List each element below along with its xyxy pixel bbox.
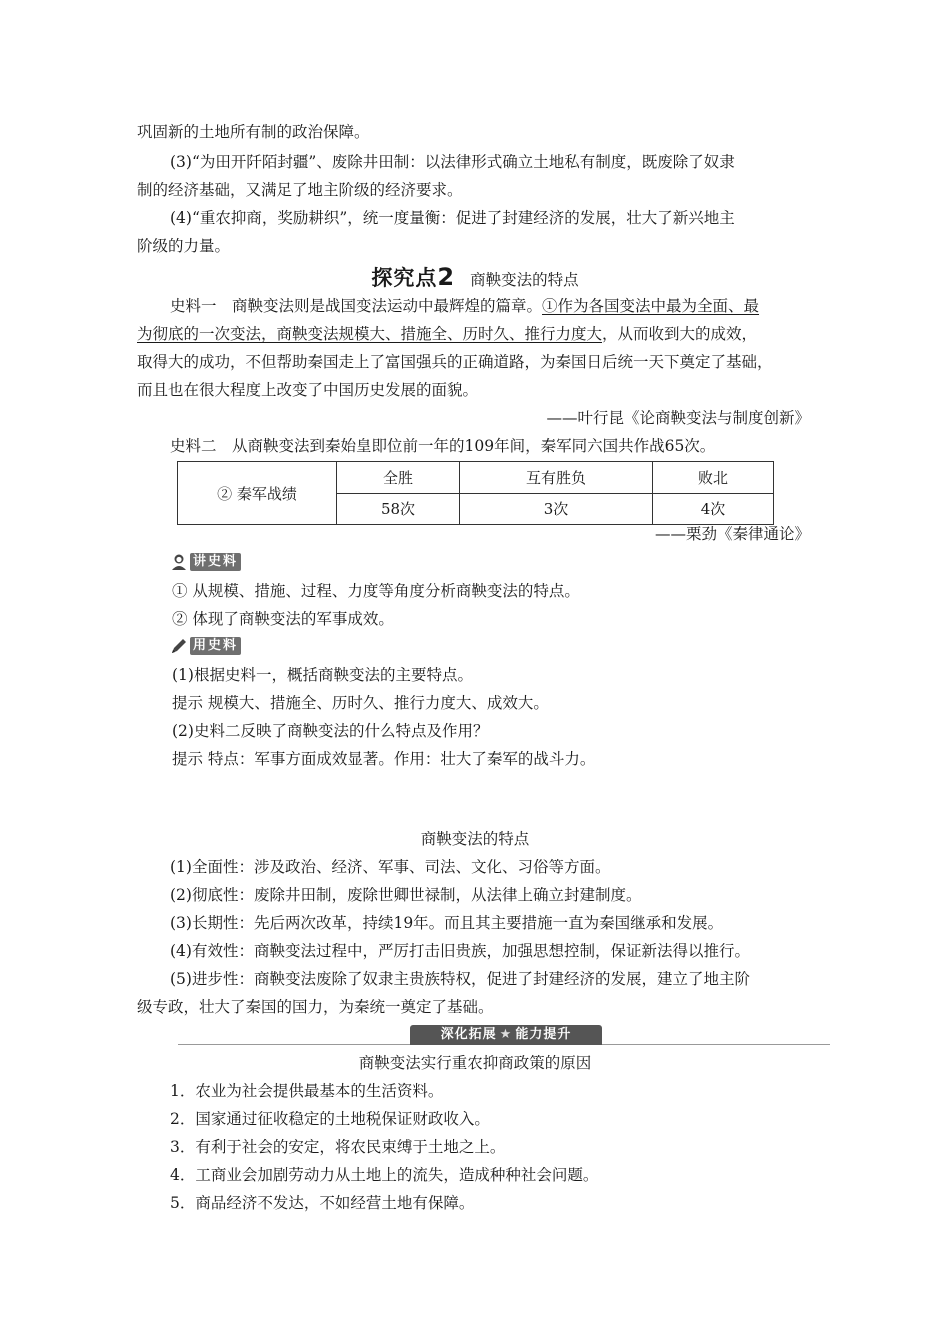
table-row-label: ② 秦军战绩 [178, 462, 337, 525]
explain-badge [170, 553, 241, 571]
summary-item-5: (5)进步性：商鞅变法废除了奴隶主贵族特权，促进了封建经济的发展，建立了地主阶 [170, 970, 750, 988]
explain-badge-label: 讲史料 [190, 553, 241, 571]
use-badge-label: 用史料 [190, 637, 241, 655]
explain-item-1: ① 从规模、措施、过程、力度等角度分析商鞅变法的特点。 [172, 582, 580, 600]
source1-citation: ——叶行昆《论商鞅变法与制度创新》 [546, 409, 810, 427]
table-header-win: 全胜 [337, 462, 460, 494]
use-question-1: (1)根据史料一，概括商鞅变法的主要特点。 [172, 666, 473, 684]
use-answer-2: 提示 特点：军事方面成效显著。作用：壮大了秦军的战斗力。 [172, 750, 596, 768]
extension-item-4: 4．工商业会加剧劳动力从土地上的流失，造成种种社会问题。 [170, 1166, 599, 1184]
extension-item-3: 3．有利于社会的安定，将农民束缚于土地之上。 [170, 1138, 506, 1156]
banner-box: 深化拓展 ★ 能力提升 [410, 1025, 602, 1045]
use-badge [170, 637, 241, 655]
use-answer-1: 提示 规模大、措施全、历时久、推行力度大、成效大。 [172, 694, 549, 712]
source1-line3: 取得大的成功，不但帮助秦国走上了富国强兵的正确道路，为秦国日后统一天下奠定了基础， [137, 353, 773, 371]
intro-line: 巩固新的土地所有制的政治保障。 [137, 123, 370, 141]
summary-title: 商鞅变法的特点 [420, 830, 530, 848]
source1-line4: 而且也在很大程度上改变了中国历史发展的面貌。 [137, 381, 479, 399]
section-heading-main: 探究点2 [371, 263, 456, 291]
source2-citation: ——栗劲《秦律通论》 [654, 525, 810, 543]
source2-text: 史料二 从商鞅变法到秦始皇即位前一年的109年间，秦军同六国共作战65次。 [170, 437, 716, 455]
table-value-mixed: 3次 [460, 493, 653, 525]
use-question-2: (2)史料二反映了商鞅变法的什么特点及作用？ [172, 722, 489, 740]
extension-item-5: 5．商品经济不发达，不如经营土地有保障。 [170, 1194, 475, 1212]
intro-point-3-cont: 制的经济基础，又满足了地主阶级的经济要求。 [137, 181, 463, 199]
summary-item-5-cont: 级专政，壮大了秦国的国力，为秦统一奠定了基础。 [137, 998, 494, 1016]
pen-icon [170, 637, 188, 655]
intro-point-3: (3)“为田开阡陌封疆”、废除井田制：以法律形式确立土地私有制度，既废除了奴隶 [170, 153, 735, 171]
teacher-icon [170, 553, 188, 571]
summary-item-1: (1)全面性：涉及政治、经济、军事、司法、文化、习俗等方面。 [170, 858, 611, 876]
extension-item-1: 1．农业为社会提供最基本的生活资料。 [170, 1082, 444, 1100]
section-heading [0, 262, 950, 292]
explain-item-2: ② 体现了商鞅变法的军事成效。 [172, 610, 394, 628]
qin-army-record-table [177, 461, 774, 525]
summary-item-2: (2)彻底性：废除井田制，废除世卿世禄制，从法律上确立封建制度。 [170, 886, 642, 904]
table-header-mixed: 互有胜负 [460, 462, 653, 494]
source1-line2: 为彻底的一次变法，商鞅变法规模大、措施全、历时久、推行力度大，从而收到大的成效， [137, 325, 758, 343]
extension-banner [178, 1025, 830, 1049]
table-value-win: 58次 [337, 493, 460, 525]
summary-item-4: (4)有效性：商鞅变法过程中，严厉打击旧贵族，加强思想控制，保证新法得以推行。 [170, 942, 750, 960]
extension-title: 商鞅变法实行重农抑商政策的原因 [358, 1054, 592, 1072]
extension-item-2: 2．国家通过征收稳定的土地税保证财政收入。 [170, 1110, 490, 1128]
summary-item-3: (3)长期性：先后两次改革，持续19年。而且其主要措施一直为秦国继承和发展。 [170, 914, 724, 932]
intro-point-4: (4)“重农抑商，奖励耕织”，统一度量衡：促进了封建经济的发展，壮大了新兴地主 [170, 209, 735, 227]
table-header-loss: 败北 [653, 462, 774, 494]
source1-line1: 史料一 商鞅变法则是战国变法运动中最辉煌的篇章。①作为各国变法中最为全面、最 [170, 297, 760, 315]
intro-point-4-cont: 阶级的力量。 [137, 237, 231, 255]
table-value-loss: 4次 [653, 493, 774, 525]
star-icon: ★ [499, 1027, 513, 1042]
section-heading-subtitle: 商鞅变法的特点 [470, 271, 579, 289]
